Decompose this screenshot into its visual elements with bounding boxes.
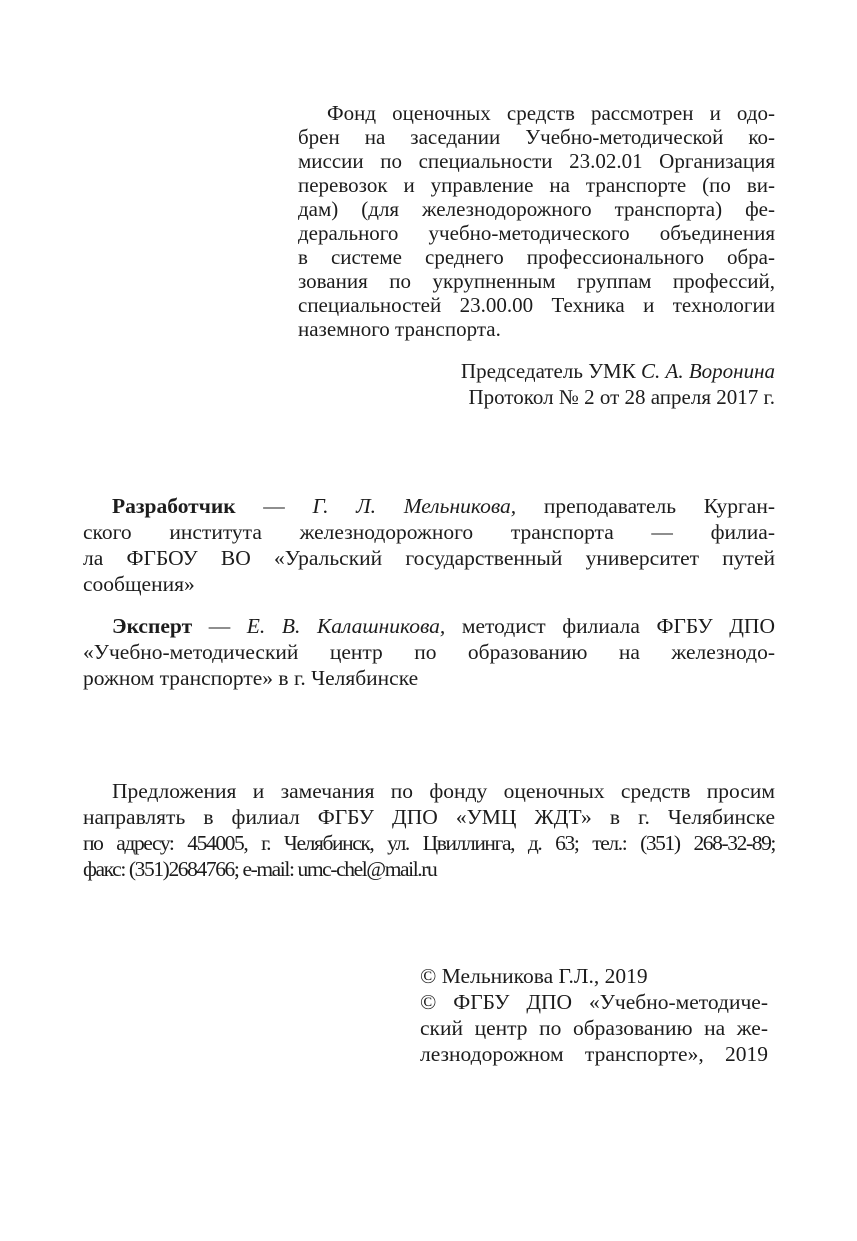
approval-paragraph (298, 101, 775, 341)
developer-name: Г. Л. Мельникова, (312, 494, 517, 518)
signature-role: Председатель УМК (460, 359, 641, 383)
text-line: © Мельникова Г.Л., 2019 (420, 964, 648, 988)
developer-dash: — (235, 494, 313, 518)
text-line: Фонд оценочных средств рассмотрен и одо- (327, 101, 775, 125)
developer-line1-tail: преподаватель Курган- (516, 494, 775, 518)
text-line: перевозок и управление на транспорте (по ви- (298, 173, 775, 197)
text-line: факс: (351)2684766; e-mail: umc-chel@mail.ru (83, 857, 437, 881)
text-line: брен на заседании Учебно-методической ко- (298, 125, 775, 149)
expert-name: Е. В. Калашникова, (246, 614, 446, 638)
signature-block (298, 358, 775, 410)
text-line: ский центр по образованию на же- (420, 1016, 768, 1040)
text-line: миссии по специальности 23.02.01 Организация (298, 149, 775, 173)
text-line: ского института железнодорожного транспорта — филиа- (83, 520, 775, 544)
copyright-block (420, 963, 768, 1067)
text-line: направлять в филиал ФГБУ ДПО «УМЦ ЖДТ» в г. Челябинске (83, 805, 775, 829)
signature-line (298, 358, 775, 384)
expert-paragraph (83, 613, 775, 691)
expert-dash: — (192, 614, 247, 638)
text-line: специальностей 23.00.00 Техника и технологии (298, 293, 775, 317)
text-line: сообщения» (83, 572, 195, 596)
expert-label: Эксперт (112, 614, 193, 638)
expert-line1-tail: методист филиала ФГБУ ДПО (445, 614, 775, 638)
text-line: ла ФГБОУ ВО «Уральский государственный университет путей (83, 546, 775, 570)
text-line: наземного транспорта. (298, 317, 501, 341)
developer-first-line (83, 493, 775, 519)
developer-continuation-lines (83, 519, 775, 597)
text-line: дам) (для железнодорожного транспорта) фе- (298, 197, 775, 221)
protocol-line: Протокол № 2 от 28 апреля 2017 г. (468, 385, 775, 409)
text-line: по адресу: 454005, г. Челябинск, ул. Цвиллинга, д. 63; тел.: (351) 268-32-89; (83, 831, 775, 855)
text-line: дерального учебно-методического объединения (298, 221, 775, 245)
expert-first-line (83, 613, 775, 639)
text-line: «Учебно-методический центр по образованию на железнодо- (83, 640, 775, 664)
contact-paragraph (83, 778, 775, 882)
text-line: в системе среднего профессионального обра- (298, 245, 775, 269)
text-line: зования по укрупненным группам профессий, (298, 269, 775, 293)
text-line: рожном транспорте» в г. Челябинске (83, 666, 419, 690)
text-line: © ФГБУ ДПО «Учебно-методиче- (420, 990, 768, 1014)
text-line: Предложения и замечания по фонду оценочных средств просим (112, 779, 775, 803)
text-line: лезнодорожном транспорте», 2019 (420, 1042, 768, 1066)
signature-name: С. А. Воронина (641, 359, 775, 383)
developer-label: Разработчик (112, 494, 236, 518)
expert-continuation-lines (83, 639, 775, 691)
developer-paragraph (83, 493, 775, 597)
